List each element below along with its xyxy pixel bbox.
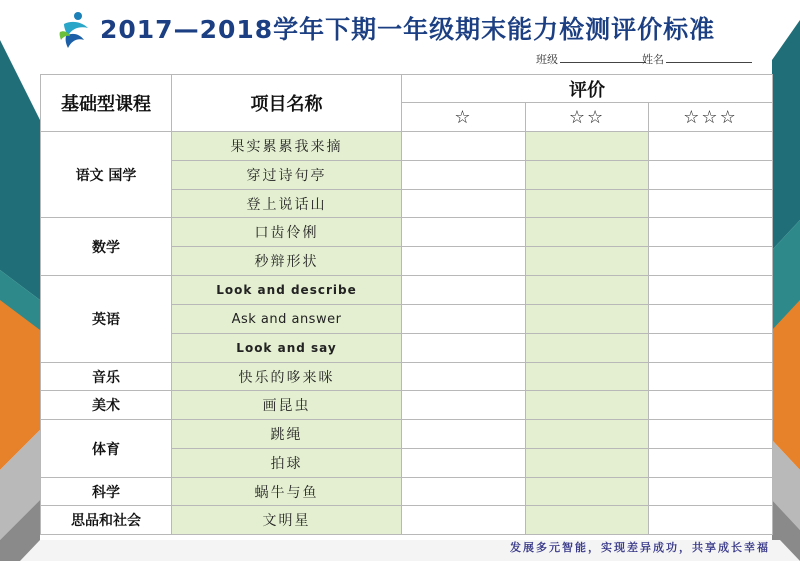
score-cell[interactable] — [649, 190, 773, 218]
score-cell[interactable] — [526, 247, 649, 276]
item-cell: 果实累累我来摘 — [172, 132, 402, 161]
school-logo-icon — [58, 10, 94, 50]
class-blank — [560, 51, 646, 63]
score-cell[interactable] — [526, 305, 649, 334]
score-cell[interactable] — [649, 391, 773, 420]
item-cell: Look and describe — [172, 276, 402, 305]
score-cell[interactable] — [526, 449, 649, 478]
item-cell: 口齿伶俐 — [172, 218, 402, 247]
score-cell[interactable] — [402, 334, 526, 363]
score-cell[interactable] — [402, 478, 526, 506]
class-label: 班级 — [536, 53, 558, 66]
header-course: 基础型课程 — [41, 75, 172, 132]
name-label: 姓名 — [642, 53, 664, 66]
item-cell: 文明星 — [172, 506, 402, 535]
item-cell: 登上说话山 — [172, 190, 402, 218]
category-science: 科学 — [41, 478, 172, 506]
score-cell[interactable] — [402, 190, 526, 218]
score-cell[interactable] — [402, 247, 526, 276]
item-cell: 画昆虫 — [172, 391, 402, 420]
item-cell: 穿过诗句亭 — [172, 161, 402, 190]
item-cell: Ask and answer — [172, 305, 402, 334]
score-cell[interactable] — [526, 506, 649, 535]
score-cell[interactable] — [649, 305, 773, 334]
category-morality: 思品和社会 — [41, 506, 172, 535]
header-two-star: ☆☆ — [526, 103, 649, 132]
score-cell[interactable] — [402, 506, 526, 535]
score-cell[interactable] — [402, 420, 526, 449]
score-cell[interactable] — [649, 161, 773, 190]
score-cell[interactable] — [526, 132, 649, 161]
footer-slogan: 发展多元智能，实现差异成功，共享成长幸福 — [510, 541, 770, 554]
category-music: 音乐 — [41, 363, 172, 391]
score-cell[interactable] — [526, 391, 649, 420]
score-cell[interactable] — [649, 420, 773, 449]
header-project: 项目名称 — [172, 75, 402, 132]
category-art: 美术 — [41, 391, 172, 420]
score-cell[interactable] — [526, 363, 649, 391]
score-cell[interactable] — [402, 161, 526, 190]
score-cell[interactable] — [526, 420, 649, 449]
score-cell[interactable] — [402, 132, 526, 161]
score-cell[interactable] — [649, 132, 773, 161]
name-blank — [666, 51, 752, 63]
score-cell[interactable] — [402, 276, 526, 305]
item-cell: 蜗牛与鱼 — [172, 478, 402, 506]
item-cell: Look and say — [172, 334, 402, 363]
class-field — [536, 51, 646, 67]
score-cell[interactable] — [649, 247, 773, 276]
score-cell[interactable] — [402, 363, 526, 391]
score-cell[interactable] — [526, 334, 649, 363]
item-cell: 秒辩形状 — [172, 247, 402, 276]
score-cell[interactable] — [402, 305, 526, 334]
header-one-star: ☆ — [402, 103, 526, 132]
score-cell[interactable] — [526, 218, 649, 247]
header-three-star: ☆☆☆ — [649, 103, 773, 132]
score-cell[interactable] — [649, 363, 773, 391]
item-cell: 拍球 — [172, 449, 402, 478]
category-english: 英语 — [41, 276, 172, 363]
score-cell[interactable] — [526, 478, 649, 506]
header-evaluation: 评价 — [402, 75, 773, 103]
score-cell[interactable] — [526, 190, 649, 218]
score-cell[interactable] — [649, 276, 773, 305]
category-pe: 体育 — [41, 420, 172, 478]
score-cell[interactable] — [526, 161, 649, 190]
score-cell[interactable] — [649, 449, 773, 478]
score-cell[interactable] — [402, 449, 526, 478]
score-cell[interactable] — [526, 276, 649, 305]
page-title: 2017—2018学年下期一年级期末能力检测评价标准 — [100, 15, 716, 44]
category-math: 数学 — [41, 218, 172, 276]
score-cell[interactable] — [402, 218, 526, 247]
item-cell: 跳绳 — [172, 420, 402, 449]
score-cell[interactable] — [402, 391, 526, 420]
item-cell: 快乐的哆来咪 — [172, 363, 402, 391]
score-cell[interactable] — [649, 478, 773, 506]
score-cell[interactable] — [649, 334, 773, 363]
score-cell[interactable] — [649, 218, 773, 247]
name-field — [642, 51, 752, 67]
category-chinese: 语文 国学 — [41, 132, 172, 218]
evaluation-table — [40, 74, 773, 535]
score-cell[interactable] — [649, 506, 773, 535]
